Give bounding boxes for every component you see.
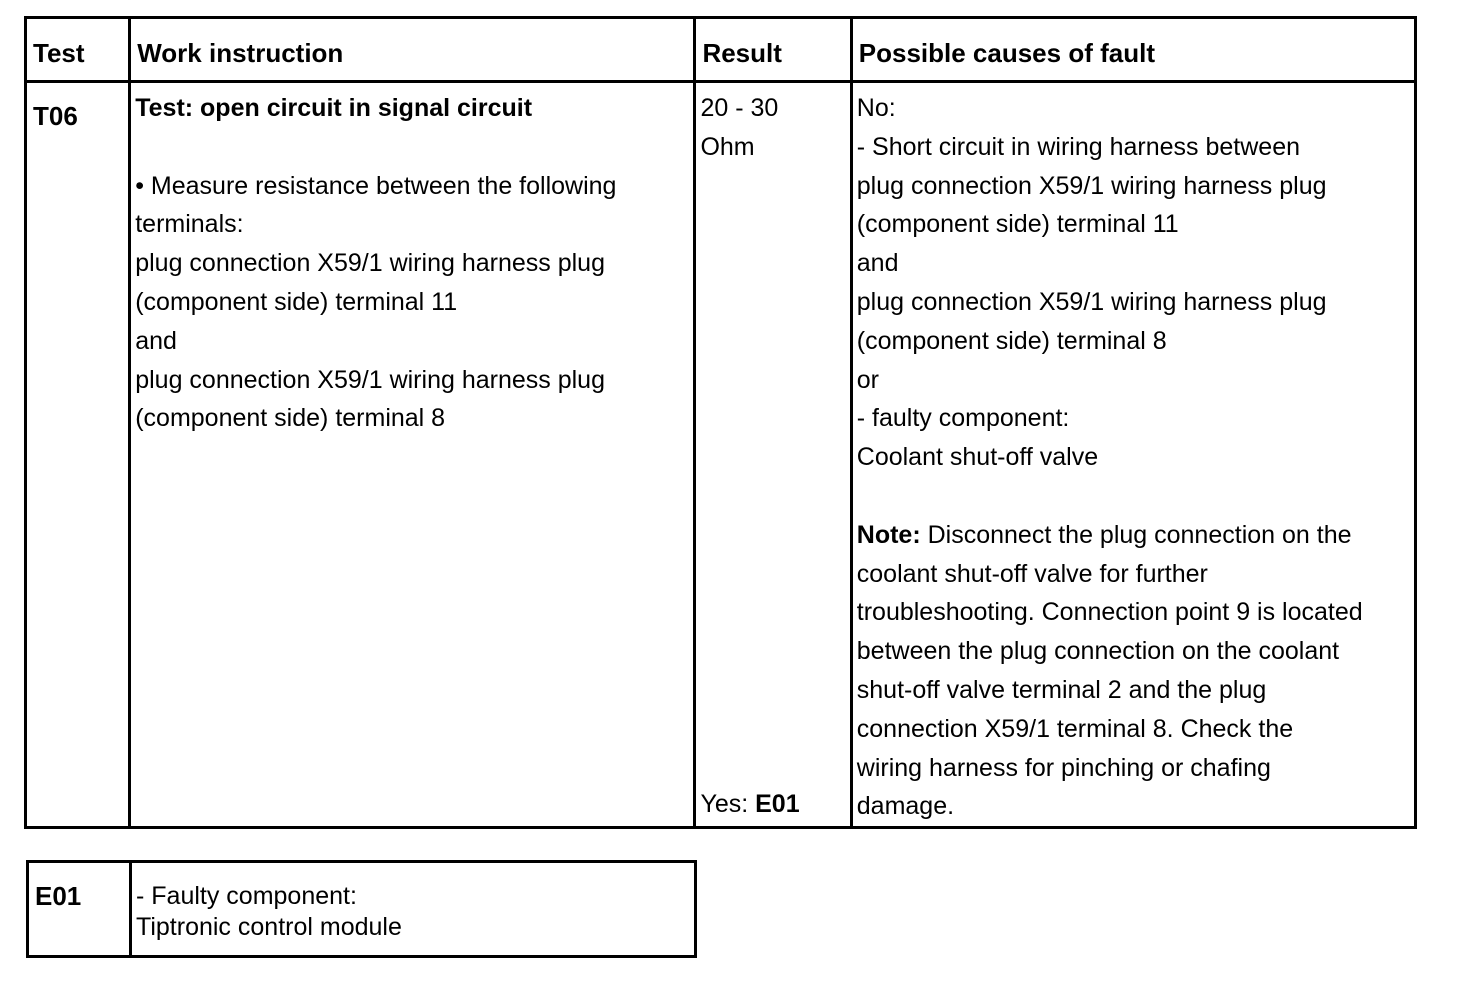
cause-line: - faulty component:	[856, 404, 1070, 433]
cause-line: plug connection X59/1 wiring harness plug	[856, 171, 1327, 200]
header-result: Result	[695, 18, 851, 82]
note-line: troubleshooting. Connection point 9 is located	[856, 598, 1363, 627]
header-test: Test	[26, 18, 130, 82]
header-possible-causes: Possible causes of fault	[851, 18, 1415, 82]
cause-line: No:	[856, 94, 896, 122]
note-line: wiring harness for pinching or chafing	[856, 753, 1271, 782]
yes-label: Yes:	[700, 790, 756, 819]
note-text: Disconnect the plug connection on the	[920, 520, 1352, 549]
result-cell	[695, 82, 851, 828]
instruction-line: terminals:	[135, 210, 244, 239]
cause-line: Coolant shut-off valve	[856, 443, 1099, 472]
end-result-table	[26, 860, 697, 958]
test-title: Test: open circuit in signal circuit	[135, 94, 533, 122]
cause-line: - Short circuit in wiring harness between	[856, 132, 1301, 161]
test-id-cell: T06	[26, 82, 130, 828]
cause-line: plug connection X59/1 wiring harness plug	[856, 287, 1327, 316]
cause-line: (component side) terminal 11	[856, 210, 1179, 239]
instruction-line: plug connection X59/1 wiring harness plug	[135, 365, 605, 394]
yes-target-link: E01	[755, 790, 800, 819]
end-result-line: Tiptronic control module	[136, 913, 402, 941]
note-first-line	[857, 516, 1406, 555]
end-result-line: - Faulty component:	[136, 882, 357, 910]
note-line: connection X59/1 terminal 8. Check the	[856, 714, 1294, 743]
end-result-text	[131, 862, 696, 957]
cause-line: or	[856, 365, 879, 394]
instruction-line: plug connection X59/1 wiring harness plug	[135, 249, 605, 278]
test-table	[24, 16, 1417, 829]
note-label: Note:	[856, 520, 921, 549]
instruction-line: (component side) terminal 8	[135, 404, 446, 433]
table-header-row	[26, 18, 1416, 82]
work-instruction-cell	[130, 82, 695, 828]
possible-causes-cell	[851, 82, 1415, 828]
cause-line: and	[856, 249, 899, 278]
note-line: coolant shut-off valve for further	[856, 559, 1208, 588]
note-line: damage.	[856, 792, 955, 821]
note-line: between the plug connection on the coolant	[856, 637, 1340, 666]
end-result-id: E01	[28, 862, 131, 957]
instruction-line: (component side) terminal 11	[135, 287, 458, 316]
instruction-line: and	[135, 326, 177, 355]
result-value: 20 - 30	[700, 94, 779, 122]
header-work-instruction: Work instruction	[130, 18, 695, 82]
table-row	[26, 82, 1416, 828]
instruction-line: • Measure resistance between the following	[135, 171, 617, 200]
cause-line: (component side) terminal 8	[856, 326, 1167, 355]
note-line: shut-off valve terminal 2 and the plug	[856, 675, 1267, 704]
table-row	[28, 862, 696, 957]
yes-result	[700, 785, 799, 824]
result-unit: Ohm	[700, 132, 755, 161]
